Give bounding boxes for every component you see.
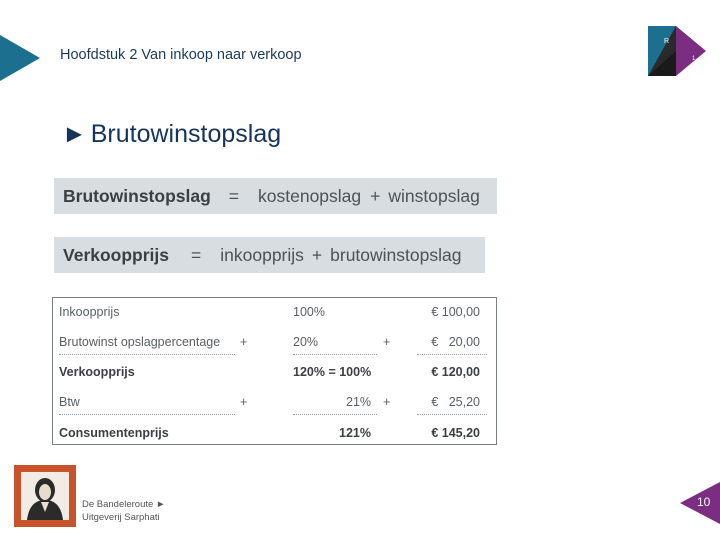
play-arrow-icon: ► (62, 120, 87, 148)
row-label: Consumentenprijs (59, 426, 169, 440)
row-divider (417, 414, 487, 415)
row-percentage: 20% (293, 335, 319, 349)
formula2-equals: = (191, 244, 202, 265)
row-percentage: 121% (339, 426, 371, 440)
row-divider (417, 354, 487, 355)
row-amount: € 100,00 (431, 305, 480, 319)
row-divider (293, 414, 377, 415)
row-divider (59, 354, 235, 355)
corner-badge-icon (648, 26, 706, 76)
row-amount: € 145,20 (431, 426, 480, 440)
publisher-logo (14, 465, 76, 527)
row-amount: € 25,20 (431, 395, 480, 409)
row-operator-1: + (240, 335, 248, 349)
formula1-term1: kostenopslag (258, 185, 362, 206)
calculation-table (52, 297, 497, 445)
formula-brutowinstopslag (54, 178, 497, 214)
formula1-term2: winstopslag (388, 185, 480, 206)
row-operator-1: + (240, 395, 248, 409)
row-percentage: 100% (293, 305, 325, 319)
row-percentage: 21% (346, 395, 372, 409)
publisher-name-line1: De Bandeleroute ► (82, 499, 166, 510)
section-title: Brutowinstopslag (90, 120, 282, 148)
row-label: Verkoopprijs (59, 365, 135, 379)
row-amount: € 120,00 (431, 365, 480, 379)
formula2-left: Verkoopprijs (63, 244, 170, 265)
row-percentage: 120% = 100% (293, 365, 372, 379)
row-label: Btw (59, 395, 80, 409)
portrait-icon (21, 472, 69, 520)
formula1-left: Brutowinstopslag (63, 185, 211, 206)
corner-badge-bottom-label: 1 (692, 56, 696, 62)
row-amount: € 20,00 (431, 335, 480, 349)
formula-verkoopprijs (54, 237, 485, 273)
formula1-equals: = (228, 185, 240, 206)
formula2-term1: inkoopprijs (220, 244, 304, 265)
row-label: Brutowinst opslagpercentage (59, 335, 221, 349)
formula2-plus: + (311, 244, 323, 265)
page-number: 10 (697, 495, 711, 509)
corner-badge-top-label: R (664, 38, 670, 45)
row-operator-2: + (383, 395, 391, 409)
formula1-plus: + (370, 185, 381, 206)
publisher-name-line2: Uitgeverij Sarphati (82, 512, 160, 523)
section-heading (62, 120, 281, 149)
chapter-title: Hoofdstuk 2 Van inkoop naar verkoop (60, 47, 302, 63)
formula2-term2: brutowinstopslag (330, 244, 462, 265)
teal-triangle-decoration (0, 35, 40, 81)
row-operator-2: + (383, 335, 391, 349)
row-label: Inkoopprijs (59, 305, 120, 319)
row-divider (59, 414, 235, 415)
row-divider (293, 354, 377, 355)
